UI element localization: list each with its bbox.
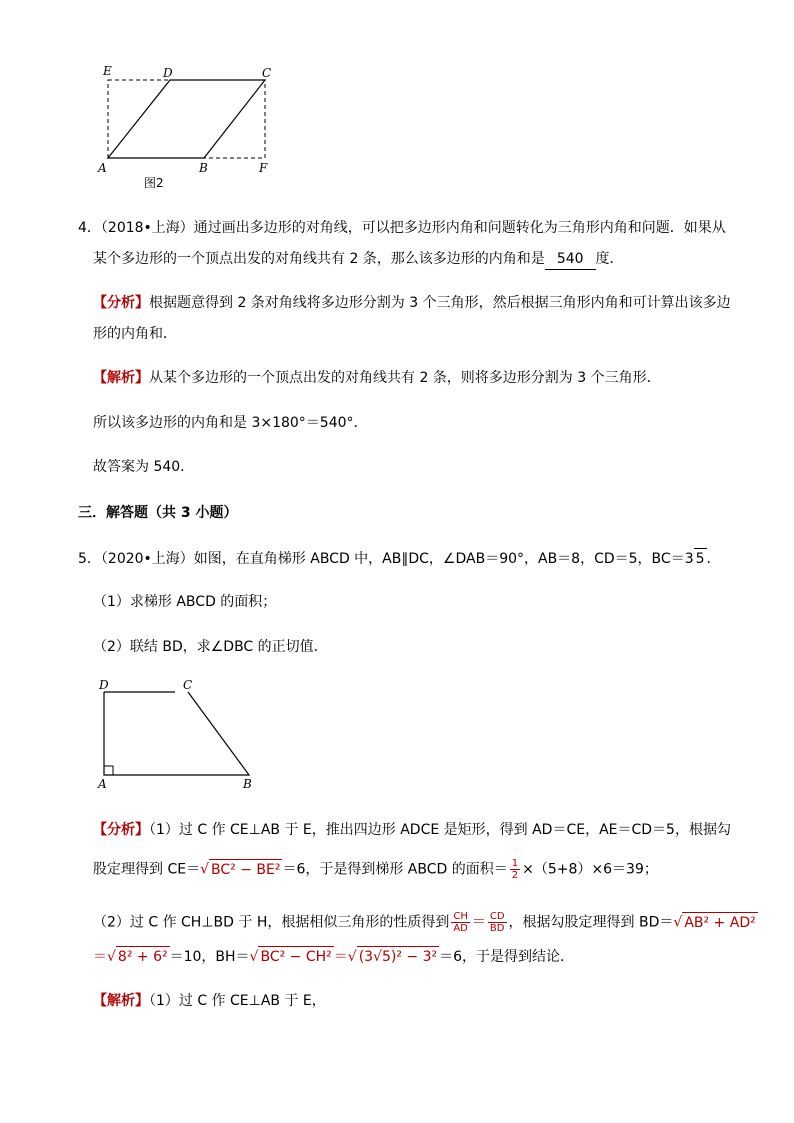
analysis-tag: 【分析】 (93, 295, 149, 311)
label-A: A (98, 161, 107, 175)
trap-label-D: D (99, 678, 109, 692)
q5-part2: （2）联结 BD，求∠DBC 的正切值． (93, 639, 328, 655)
section-3-title: 三．解答题（共 3 小题） (78, 505, 238, 521)
q5-sqrt: 5 (694, 548, 707, 569)
label-E: E (103, 64, 112, 78)
q4-answer-blank: 540 (545, 249, 596, 270)
label-C: C (262, 66, 272, 80)
trap-label-C: C (183, 678, 193, 692)
fraction-cd-bd: $\frac{CD}{BD}$ (489, 911, 505, 934)
trap-label-B: B (243, 777, 252, 791)
q4-analysis-line2: 形的内角和． (93, 326, 177, 342)
fraction-ch-ad: $\frac{CH}{AD}$ (453, 911, 468, 934)
q4-solution-line1: 【解析】从某个多边形的一个顶点出发的对角线共有 2 条，则将多边形分割为 3 个三角形． (93, 370, 661, 386)
analysis-tag-q5: 【分析】 (93, 822, 149, 838)
right-angle-mark (104, 766, 113, 775)
q5-analysis-line4: ＝√ 8² + 6² ＝10，BH＝√ BC² − CH² ＝√ (3√5)² − 3² ＝6，于是得到结论． (93, 946, 574, 967)
q5-stem: 5．（2020•上海）如图，在直角梯形 ABCD 中，AB∥DC，∠DAB＝90°，AB＝8，CD＝5，BC＝3 5 ． (78, 548, 721, 569)
q5-analysis-line1: 【分析】（1）过 C 作 CE⊥AB 于 E，推出四边形 ADCE 是矩形，得到 AD＝CE，AE＝CD＝5，根据勾 (93, 822, 731, 838)
figure-2-caption: 图2 (144, 176, 164, 190)
solution-tag: 【解析】 (93, 370, 149, 386)
parallelogram-abcd (108, 80, 265, 158)
q4-solution-line2: 所以该多边形的内角和是 3×180°＝540°． (93, 415, 368, 431)
label-F: F (259, 161, 268, 175)
q5-part1: （1）求梯形 ABCD 的面积； (93, 594, 277, 610)
q5-solution-line1: 【解析】（1）过 C 作 CE⊥AB 于 E， (93, 993, 326, 1009)
label-D: D (163, 66, 173, 80)
trap-label-A: A (98, 777, 107, 791)
figure-2 (95, 60, 285, 190)
solution-tag-q5: 【解析】 (93, 993, 149, 1009)
q4-stem-line1: 4．（2018•上海）通过画出多边形的对角线，可以把多边形内角和问题转化为三角形内角和问题．如果从 (78, 220, 726, 236)
fraction-one-half: $\frac{1}{2}$ (511, 858, 519, 881)
label-B: B (199, 161, 208, 175)
q5-analysis-line3: （2）过 C 作 CH⊥BD 于 H，根据相似三角形的性质得到 $\frac{CH}{AD}$ ＝ $\frac{CD}{BD}$ ，根据勾股定理得到 BD＝√ AB² + AD² (93, 911, 756, 934)
q4-solution-line3: 故答案为 540． (93, 459, 195, 475)
q4-analysis-line1: 【分析】根据题意得到 2 条对角线将多边形分割为 3 个三角形，然后根据三角形内角和可计算出该多边 (93, 295, 731, 311)
q4-stem-line2: 某个多边形的一个顶点出发的对角线共有 2 条，那么该多边形的内角和是 540 度． (93, 249, 624, 270)
dashed-rectangle (108, 80, 265, 158)
figure-trapezoid (95, 680, 265, 790)
q5-analysis-line2: 股定理得到 CE＝√ BC² − BE² ＝6，于是得到梯形 ABCD 的面积＝ $\frac{1}{2}$ ×（5+8）×6＝39； (93, 858, 658, 881)
sides-cb-ba-ad (104, 692, 249, 775)
